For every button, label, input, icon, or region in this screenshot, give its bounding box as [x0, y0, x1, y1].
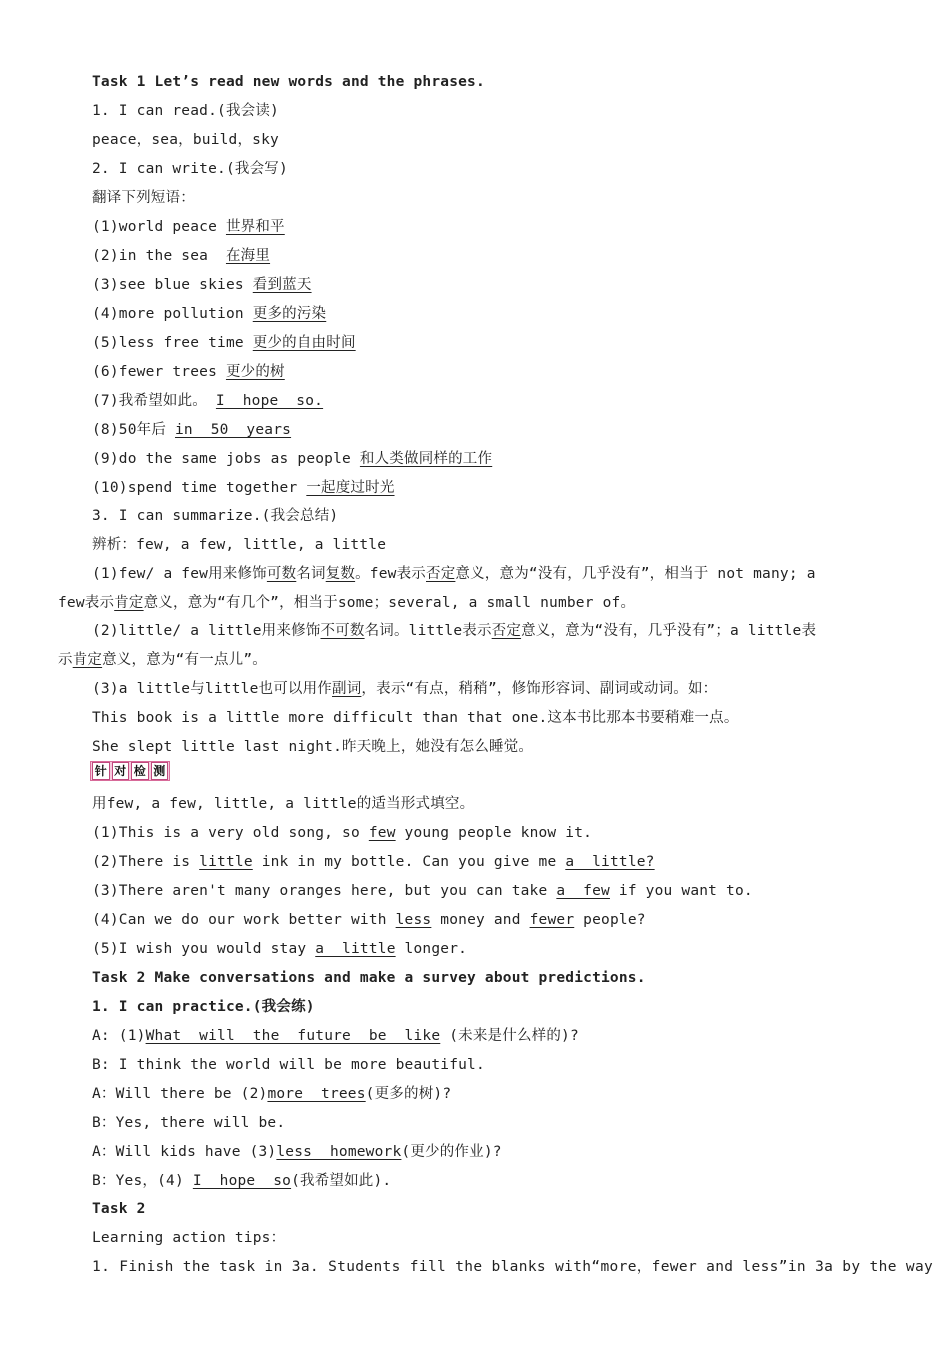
phrase-answer: 和人类做同样的工作: [359, 451, 493, 467]
translate-heading: 翻译下列短语：: [92, 190, 195, 206]
exercise-item: (1)This is a very old song, so few young people know it.: [92, 825, 593, 841]
phrase-item: (9)do the same jobs as people 和人类做同样的工作: [92, 451, 493, 467]
example-sentence: This book is a little more difficult than that one.这本书比那本书要稍难一点。: [92, 710, 739, 726]
exercise-answer: a few: [556, 883, 610, 899]
tip-line: 1. Finish the task in 3a. Students fill the blanks with“more，fewer and less”in 3a by the way: [92, 1259, 934, 1275]
exercise-answer: a little: [315, 941, 396, 957]
dialogue-answer: What will the future be like: [145, 1028, 441, 1044]
phrase-item: (1)world peace 世界和平: [92, 219, 285, 235]
dialogue-line: A：Will there be (2)more trees(更多的树)?: [92, 1086, 452, 1102]
phrase-answer: 更多的污染: [252, 306, 327, 322]
dialogue-answer: more trees: [267, 1086, 366, 1102]
phrase-answer: 在海里: [225, 248, 271, 264]
dialogue-answer: I hope so: [192, 1173, 292, 1189]
tips-heading: Learning action tips：: [92, 1230, 286, 1246]
dialogue-line: B：Yes，(4) I hope so(我希望如此).: [92, 1173, 392, 1189]
dialogue-line: A: (1)What will the future be like (未来是什么样的)?: [92, 1028, 579, 1044]
exercise-answer: a little?: [565, 854, 655, 870]
phrase-item: (7)我希望如此。 I hope so.: [92, 393, 324, 409]
exercise-answer: less: [395, 912, 432, 928]
exercise-instruction: 用few, a few, little, a little的适当形式填空。: [92, 796, 475, 812]
exercise-answer: little: [199, 854, 253, 870]
phrase-item: (6)fewer trees 更少的树: [92, 364, 285, 380]
phrase-item: (3)see blue skies 看到蓝天: [92, 277, 312, 293]
dialogue-line: B：Yes, there will be.: [92, 1115, 286, 1131]
task2-title: Task 2 Make conversations and make a survey about predictions.: [92, 970, 646, 986]
exercise-answer: fewer: [529, 912, 575, 928]
task1-title: Task 1 Let’s read new words and the phrases.: [92, 74, 485, 90]
phrase-answer: I hope so.: [215, 393, 324, 409]
write-heading: 2. I can write.(我会写): [92, 161, 288, 177]
phrase-item: (10)spend time together 一起度过时光: [92, 480, 395, 496]
note2-line1: (2)little/ a little用来修饰不可数名词。little表示否定意义，意为“没有，几乎没有”；a little表: [92, 623, 817, 639]
phrase-answer: 一起度过时光: [306, 480, 395, 496]
read-heading: 1. I can read.(我会读): [92, 103, 279, 119]
distinguish-heading: 辨析：few, a few, little, a little: [92, 537, 387, 553]
dialogue-answer: less homework: [276, 1144, 402, 1160]
dialogue-line: A：Will kids have (3)less homework(更少的作业)?: [92, 1144, 502, 1160]
summary-heading: 3. I can summarize.(我会总结): [92, 508, 339, 524]
phrase-answer: 更少的自由时间: [252, 335, 356, 351]
exercise-item: (4)Can we do our work better with less money and fewer people?: [92, 912, 646, 928]
badge-char: 针: [92, 762, 110, 780]
exercise-item: (5)I wish you would stay a little longer.: [92, 941, 468, 957]
phrase-answer: 更少的树: [225, 364, 285, 380]
phrase-answer: in 50 years: [174, 422, 292, 438]
phrase-answer: 世界和平: [225, 219, 285, 235]
check-badge: [90, 761, 170, 781]
badge-char: 检: [131, 762, 149, 780]
task2-subtitle: Task 2: [92, 1201, 146, 1217]
note1-line2: few表示肯定意义，意为“有几个”，相当于some；several, a small number of。: [58, 595, 636, 611]
phrase-item: (4)more pollution 更多的污染: [92, 306, 327, 322]
practice-heading: 1. I can practice.(我会练): [92, 999, 315, 1015]
read-words: peace，sea，build，sky: [92, 132, 279, 148]
exercise-item: (2)There is little ink in my bottle. Can you give me a little?: [92, 854, 655, 870]
phrase-item: (8)50年后 in 50 years: [92, 422, 292, 438]
badge-char: 对: [112, 762, 130, 780]
note1-line1: (1)few/ a few用来修饰可数名词复数。few表示否定意义，意为“没有，几乎没有”，相当于 not many; a: [92, 566, 816, 582]
phrase-answer: 看到蓝天: [252, 277, 312, 293]
exercise-item: (3)There aren't many oranges here, but you can take a few if you want to.: [92, 883, 753, 899]
example-sentence: She slept little last night.昨天晚上，她没有怎么睡觉。: [92, 739, 534, 755]
badge-char: 测: [151, 762, 169, 780]
note2-line2: 示肯定意义，意为“有一点儿”。: [58, 652, 267, 668]
dialogue-line: B: I think the world will be more beautiful.: [92, 1057, 485, 1073]
note3: (3)a little与little也可以用作副词，表示“有点，稍稍”，修饰形容词、副词或动词。如：: [92, 681, 718, 697]
phrase-item: (5)less free time 更少的自由时间: [92, 335, 356, 351]
exercise-answer: few: [368, 825, 396, 841]
phrase-item: (2)in the sea 在海里: [92, 248, 271, 264]
